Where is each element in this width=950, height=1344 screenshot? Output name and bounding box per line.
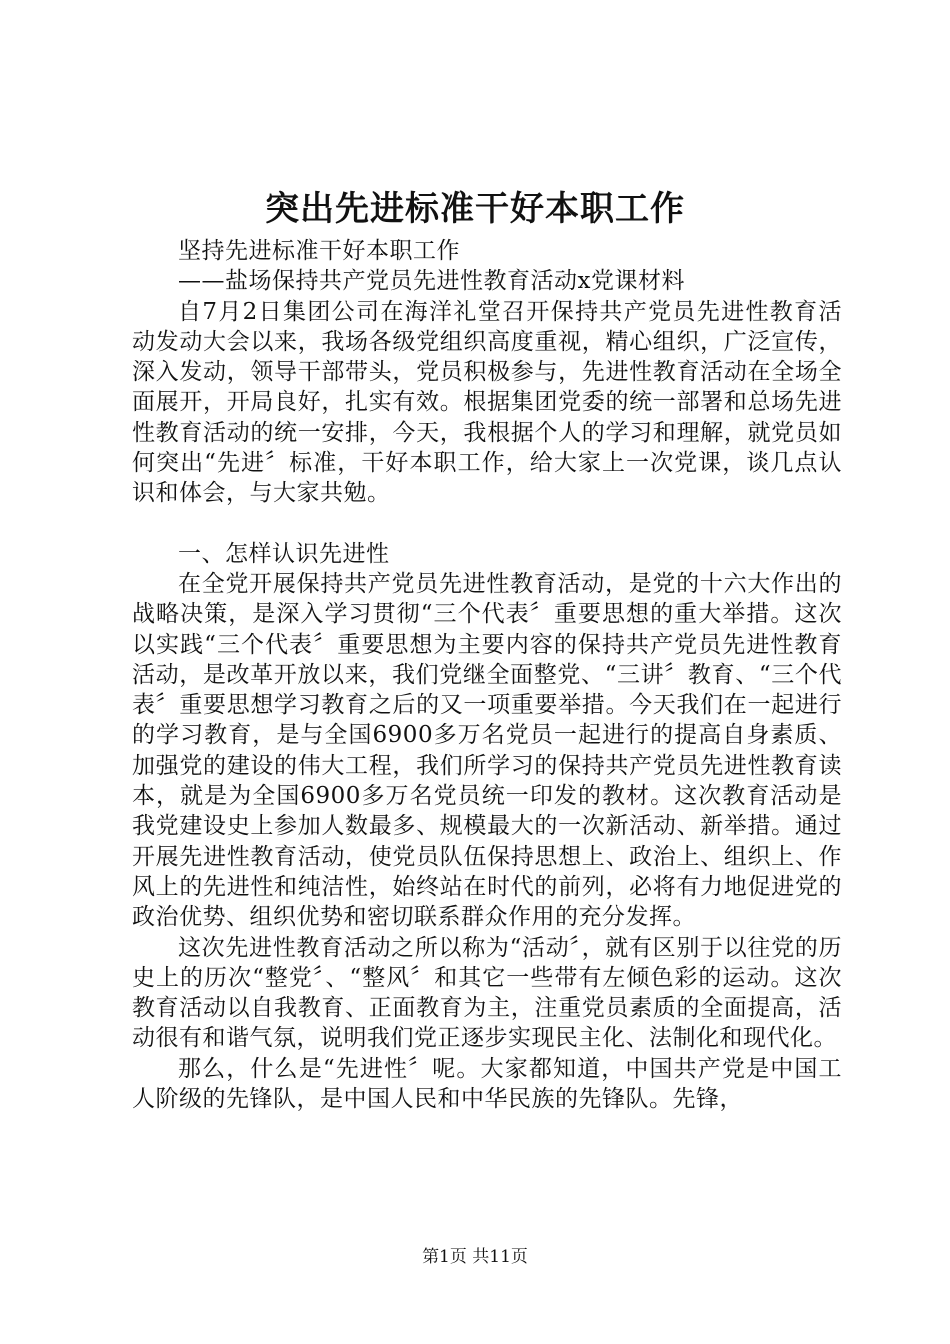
paragraph: 这次先进性教育活动之所以称为“活动〞，就有区别于以往党的历史上的历次“整党〞、“整风〞和其它一些带有左倾色彩的运动。这次教育活动以自我教育、正面教育为主，注重党员素质的全面提高，活动很有和谐气氛，说明我们党正逐步实现民主化、法制化和现代化。 [132, 934, 842, 1052]
paragraph-intro: 自7月2日集团公司在海洋礼堂召开保持共产党员先进性教育活动发动大会以来，我场各级党组织高度重视，精心组织，广泛宣传，深入发动，领导干部带头，党员积极参与，先进性教育活动在全场全面展开，开局良好，扎实有效。根据集团党委的统一部署和总场先进性教育活动的统一安排，今天，我根据个人的学习和理解，就党员如何突出“先进〞标准，干好本职工作，给大家上一次党课，谈几点认识和体会，与大家共勉。 [132, 298, 842, 507]
document-body [132, 236, 842, 1114]
page-footer: 第1页 共11页 [422, 1247, 528, 1267]
paragraph: 那么，什么是“先进性〞呢。大家都知道，中国共产党是中国工人阶级的先锋队，是中国人民和中华民族的先锋队。先锋， [132, 1055, 842, 1113]
document-title: 突出先进标准干好本职工作 [265, 189, 685, 229]
section-heading: 一、怎样认识先进性 [178, 540, 390, 567]
subtitle: 坚持先进标准干好本职工作 [178, 238, 460, 264]
paragraph: 在全党开展保持共产党员先进性教育活动，是党的十六大作出的战略决策，是深入学习贯彻“三个代表〞重要思想的重大举措。这次以实践“三个代表〞重要思想为主要内容的保持共产党员先进性教育活动，是改革开放以来，我们党继全面整党、“三讲〞教育、“三个代表〞重要思想学习教育之后的又一项重要举措。今天我们在一起进行的学习教育，是与全国6900多万名党员一起进行的提高自身素质、加强党的建设的伟大工程，我们所学习的保持共产党员先进性教育读本，就是为全国6900多万名党员统一印发的教材。这次教育活动是我党建设史上参加人数最多、规模最大的一次新活动、新举措。通过开展先进性教育活动，使党员队伍保持思想上、政治上、组织上、作风上的先进性和纯洁性，始终站在时代的前列，必将有力地促进党的政治优势、组织优势和密切联系群众作用的充分发挥。 [132, 570, 842, 931]
subtitle-secondary: ——盐场保持共产党员先进性教育活动x党课材料 [178, 268, 685, 295]
